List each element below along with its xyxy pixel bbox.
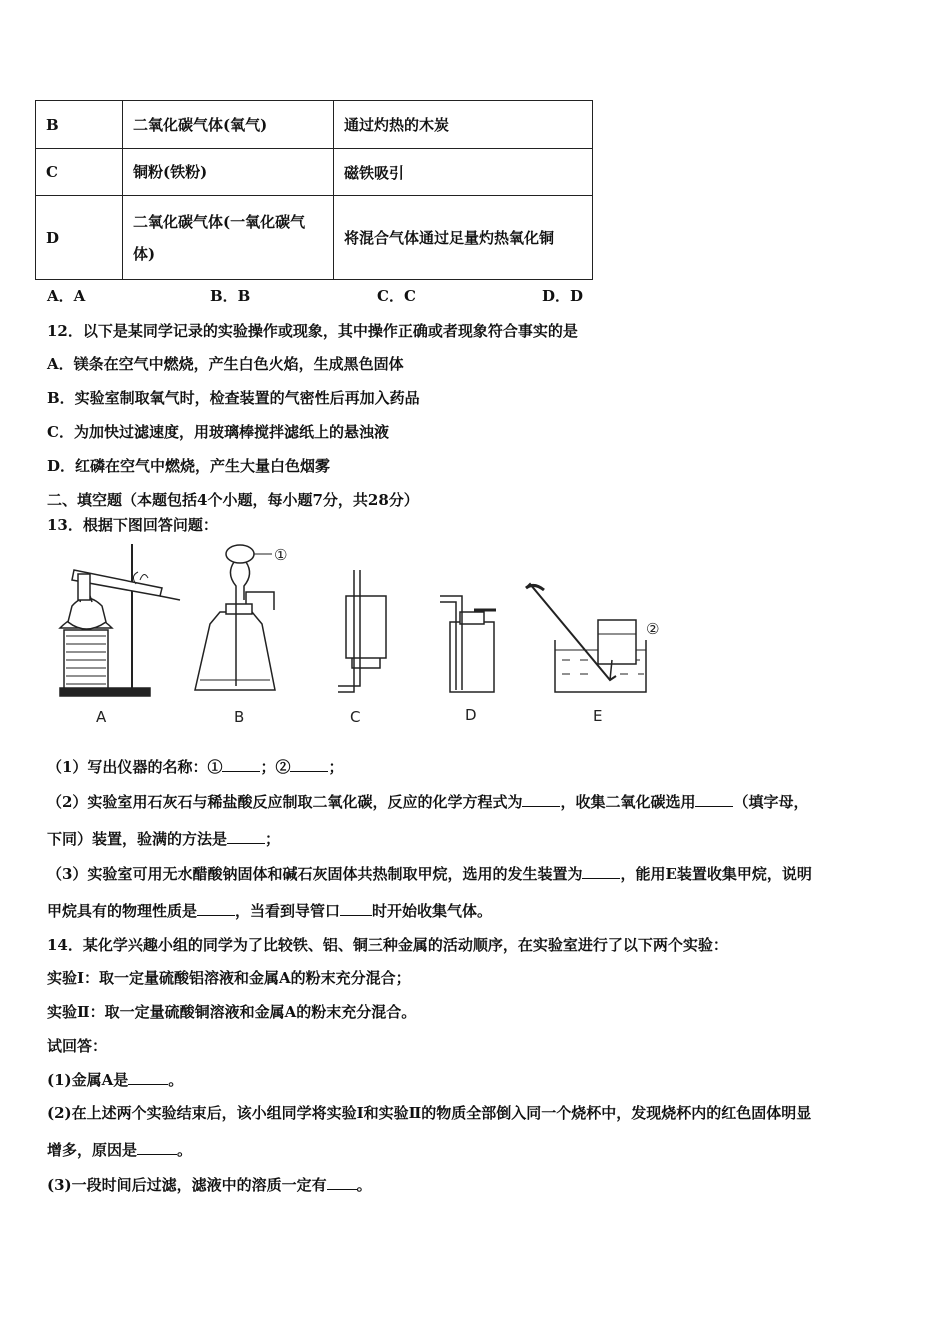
- apparatus-e: [526, 584, 659, 692]
- label-e: E: [593, 707, 603, 725]
- answer-blank[interactable]: [522, 792, 560, 807]
- answer-blank[interactable]: [137, 1140, 177, 1155]
- choice-a: A．A: [47, 287, 86, 305]
- q13-part2: [47, 791, 808, 812]
- q12-option-d: D．红磷在空气中燃烧，产生大量白色烟雾: [47, 457, 331, 475]
- label-a: A: [96, 708, 107, 726]
- q13-p3-text: 甲烷具有的物理性质是: [47, 902, 198, 920]
- choice-c: C．C: [377, 287, 416, 305]
- row-label: C: [36, 149, 123, 196]
- q12-option-c: C．为加快过滤速度，用玻璃棒搅拌滤纸上的悬浊液: [47, 423, 389, 441]
- q14-stem: 14．某化学兴趣小组的同学为了比较铁、铝、铜三种金属的活动顺序，在实验室进行了以下两个实验：: [47, 936, 728, 954]
- label-d: D: [465, 706, 477, 724]
- table-row: [36, 101, 593, 149]
- q13-p3-text: ，能用E装置收集甲烷，说明: [620, 865, 812, 883]
- q13-part2-cont: [47, 828, 280, 849]
- row-substance: 二氧化碳气体(氧气): [123, 101, 334, 149]
- answer-blank[interactable]: [582, 864, 620, 879]
- answer-blank[interactable]: [128, 1070, 168, 1085]
- q13-p1-text: ；: [328, 758, 344, 776]
- marker-2: ②: [646, 620, 660, 638]
- answer-blank[interactable]: [290, 757, 328, 772]
- answer-blank[interactable]: [197, 901, 235, 916]
- options-table: [35, 100, 593, 280]
- q14-p2-text: 增多，原因是: [47, 1141, 138, 1159]
- q13-p3-text: 时开始收集气体。: [372, 902, 493, 920]
- q14-p3-text: (3)一段时间后过滤，滤液中的溶质一定有: [47, 1176, 327, 1194]
- row-label: B: [36, 101, 123, 149]
- q14-part1: [47, 1069, 183, 1090]
- q13-p3-text: （3）实验室可用无水醋酸钠固体和碱石灰固体共热制取甲烷，选用的发生装置为: [47, 865, 583, 883]
- apparatus-c: [338, 570, 386, 692]
- row-method: 通过灼热的木炭: [334, 101, 593, 149]
- row-label: D: [36, 196, 123, 280]
- q14-ask: 试回答：: [47, 1037, 108, 1055]
- row-substance: 二氧化碳气体(一氧化碳气体): [123, 196, 334, 280]
- label-c: C: [350, 708, 361, 726]
- q13-p2-text: （2）实验室用石灰石与稀盐酸反应制取二氧化碳，反应的化学方程式为: [47, 793, 523, 811]
- row-method: 磁铁吸引: [334, 149, 593, 196]
- q12-option-b: B．实验室制取氧气时，检查装置的气密性后再加入药品: [47, 389, 420, 407]
- table-row: [36, 149, 593, 196]
- answer-blank[interactable]: [327, 1175, 357, 1190]
- choice-d: D．D: [542, 287, 584, 305]
- label-b: B: [234, 708, 245, 726]
- q13-p1-text: ；②: [260, 758, 291, 776]
- q14-p2-text: 。: [177, 1141, 193, 1159]
- q13-p2-text: ；: [265, 830, 281, 848]
- q14-p3-text: 。: [356, 1176, 372, 1194]
- q12-option-a: A．镁条在空气中燃烧，产生白色火焰，生成黑色固体: [47, 355, 404, 373]
- answer-blank[interactable]: [222, 757, 260, 772]
- q13-part3-cont: [47, 900, 492, 921]
- choice-b: B．B: [210, 287, 251, 305]
- table-row: [36, 196, 593, 280]
- q13-part3: [47, 863, 812, 884]
- answer-blank[interactable]: [227, 829, 265, 844]
- q14-part3: [47, 1174, 372, 1195]
- answer-blank[interactable]: [340, 901, 372, 916]
- q13-stem: 13．根据下图回答问题：: [47, 516, 218, 534]
- q14-part2: (2)在上述两个实验结束后，该小组同学将实验Ⅰ和实验Ⅱ的物质全部倒入同一个烧杯中，发现烧杯内的红色固体明显: [47, 1104, 812, 1122]
- q13-p1-text: （1）写出仪器的名称：①: [47, 758, 223, 776]
- q13-p3-text: ，当看到导管口: [235, 902, 341, 920]
- q13-part1: [47, 756, 343, 777]
- q14-p1-text: 。: [168, 1071, 184, 1089]
- row-method: 将混合气体通过足量灼热氧化铜: [334, 196, 593, 280]
- q12-stem: 12．以下是某同学记录的实验操作或现象，其中操作正确或者现象符合事实的是: [47, 322, 578, 340]
- q13-p2-text: （填字母，: [733, 793, 809, 811]
- row-substance: 铜粉(铁粉): [123, 149, 334, 196]
- q14-exp1: 实验Ⅰ：取一定量硫酸铝溶液和金属A的粉末充分混合；: [47, 969, 411, 987]
- q14-part2-cont: [47, 1139, 192, 1160]
- q14-exp2: 实验Ⅱ：取一定量硫酸铜溶液和金属A的粉末充分混合。: [47, 1003, 417, 1021]
- marker-1: ①: [274, 546, 288, 564]
- apparatus-d: [440, 596, 496, 692]
- section-heading: 二、填空题（本题包括4个小题，每小题7分，共28分）: [47, 491, 419, 509]
- q14-p1-text: (1)金属A是: [47, 1071, 129, 1089]
- q13-p2-text: ，收集二氧化碳选用: [560, 793, 696, 811]
- apparatus-figure: [50, 540, 690, 730]
- apparatus-b: [195, 545, 287, 690]
- apparatus-a: [60, 544, 180, 696]
- answer-blank[interactable]: [695, 792, 733, 807]
- q13-p2-text: 下同）装置，验满的方法是: [47, 830, 228, 848]
